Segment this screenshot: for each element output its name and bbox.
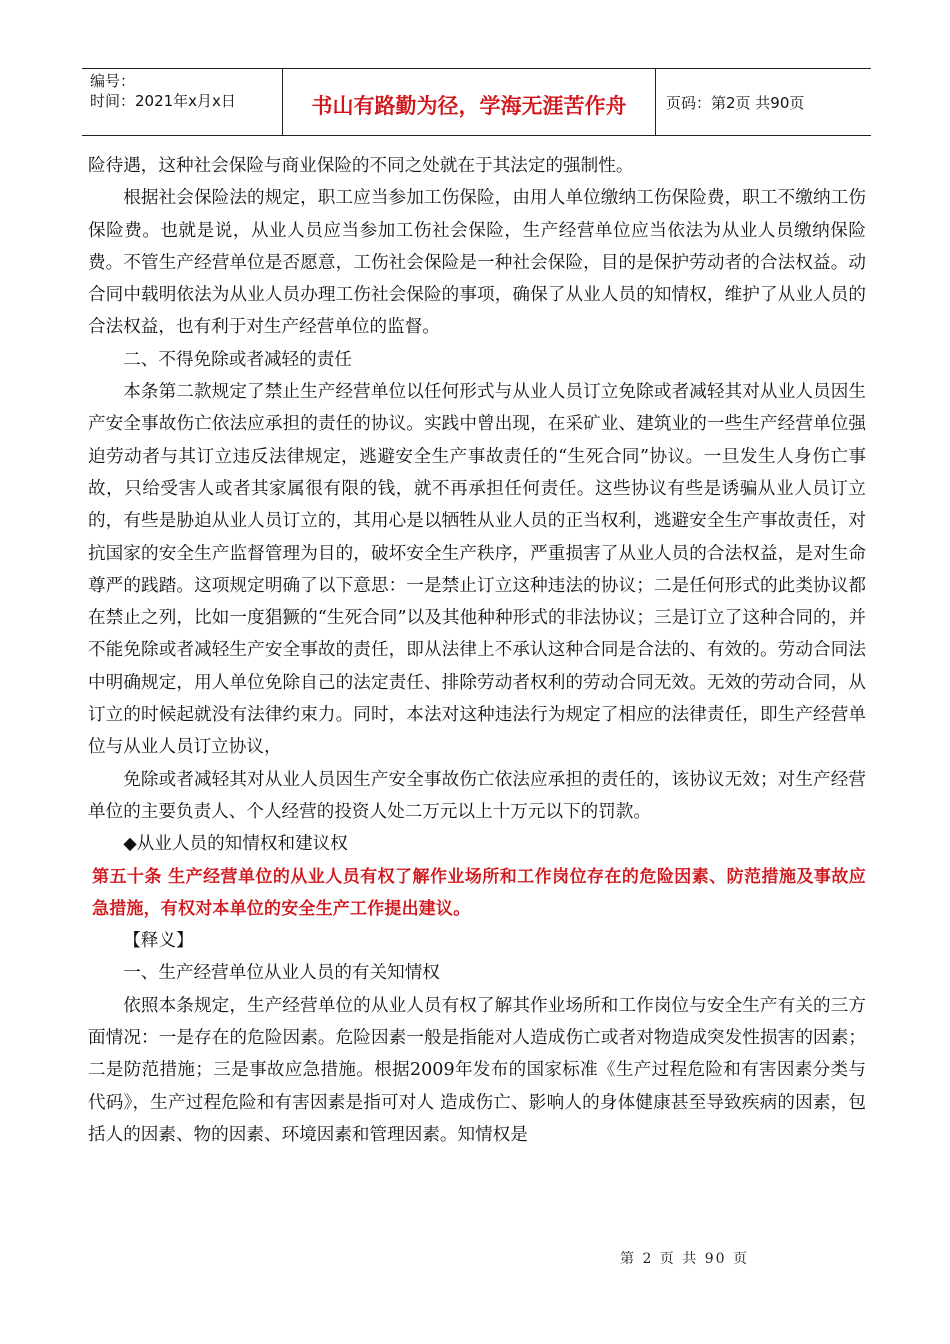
page-footer: 第 2 页 共 90 页: [620, 1251, 749, 1267]
header-motto: 书山有路勤为径，学海无涯苦作舟: [282, 69, 656, 135]
section-heading: 二、不得免除或者减轻的责任: [123, 349, 352, 370]
section-heading: ◆从业人员的知情权和建议权: [123, 834, 348, 855]
header-meta: [82, 69, 282, 135]
paragraph: 险待遇，这种社会保险与商业保险的不同之处就在于其法定的强制性。: [88, 156, 634, 176]
header-page-info: 页码：第2页 共90页: [666, 93, 805, 112]
document-body: [88, 150, 866, 1151]
article-fifty-text: 第五十条 生产经营单位的从业人员有权了解作业场所和工作岗位存在的危险因素、防范措施及事故应急措施，有权对本单位的安全生产工作提出建议。: [92, 866, 866, 919]
document-time-label: 时间：2021年x月x日: [90, 92, 236, 110]
paragraph: 本条第二款规定了禁止生产经营单位以任何形式与从业人员订立免除或者减轻其对从业人员因生产安全事故伤亡依法应承担的责任的协议。实践中曾出现，在采矿业、建筑业的一些生产经营单位强迫劳动者与其订立违反法律规定，逃避安全生产事故责任的“生死合同”协议。一旦发生人身伤亡事故，只给受害人或者其家属很有限的钱，就不再承担任何责任。这些协议有些是诱骗从业人员订立的，有些是胁迫从业人员订立的，其用心是以牺牲从业人员的正当权利，逃避安全生产事故责任，对抗国家的安全生产监督管理为目的，破坏安全生产秩序，严重损害了从业人员的合法权益，是对生命尊严的践踏。这项规定明确了以下意思：一是禁止订立这种违法的协议；二是任何形式的此类协议都在禁止之列，比如一度猖獗的“生死合同”以及其他种种形式的非法协议；三是订立了这种合同的，并不能免除或者减轻生产安全事故的责任，即从法律上不承认这种合同是合法的、有效的。劳动合同法中明确规定，用人单位免除自己的法定责任、排除劳动者权利的劳动合同无效。无效的劳动合同，从订立的时候起就没有法律约束力。同时，本法对这种违法行为规定了相应的法律责任，即生产经营单位与从业人员订立协议，: [88, 382, 866, 758]
page-header: [82, 68, 871, 136]
document-number-label: 编号：: [90, 72, 136, 90]
section-heading: 一、生产经营单位从业人员的有关知情权: [123, 963, 440, 984]
paragraph: 免除或者减轻其对从业人员因生产安全事故伤亡依法应承担的责任的，该协议无效；对生产经营单位的主要负责人、个人经营的投资人处二万元以上十万元以下的罚款。: [88, 769, 866, 822]
paragraph: 根据社会保险法的规定，职工应当参加工伤保险，由用人单位缴纳工伤保险费，职工不缴纳工伤保险费。也就是说，从业人员应当参加工伤社会保险，生产经营单位应当依法为从业人员缴纳保险费。不管生产经营单位是否愿意，工伤社会保险是一种社会保险，目的是保护劳动者的合法权益。动合同中载明依法为从业人员办理工伤社会保险的事项，确保了从业人员的知情权，维护了从业人员的合法权益，也有利于对生产经营单位的监督。: [88, 188, 866, 338]
paragraph: 依照本条规定，生产经营单位的从业人员有权了解其作业场所和工作岗位与安全生产有关的三方面情况：一是存在的危险因素。危险因素一般是指能对人造成伤亡或者对物造成突发性损害的因素；二是防范措施；三是事故应急措施。根据2009年发布的国家标准《生产过程危险和有害因素分类与代码》，生产过程危险和有害因素是指可对人 造成伤亡、影响人的身体健康甚至导致疾病的因素，包括人的因素、物的因素、环境因素和管理因素。知情权是: [88, 995, 866, 1145]
interpretation-heading: 【释义】: [123, 931, 194, 952]
